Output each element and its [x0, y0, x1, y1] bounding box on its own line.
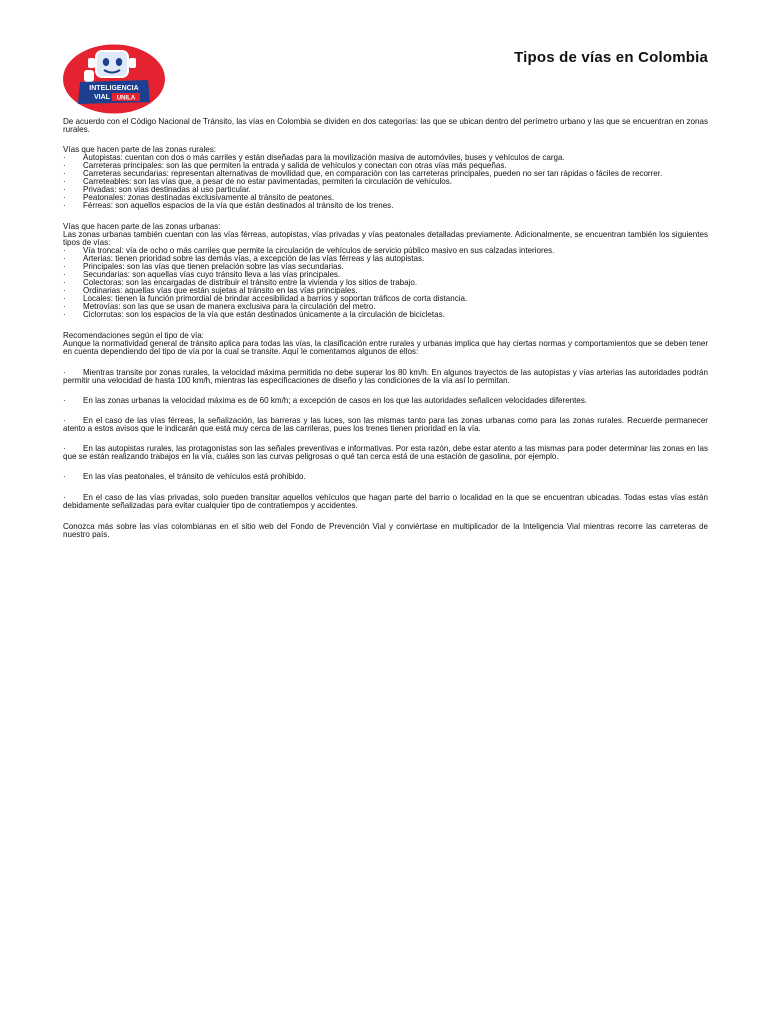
recommendation-item: · En el caso de las vías privadas, solo pueden transitar aquellos vehículos que hagan parte del barrio o localidad en la que se encuentran ubicadas. Todas estas vías están debidamente señalizadas para evitar cualquier tipo de contratiempos y accidentes. — [63, 493, 708, 510]
list-item: · Peatonales: zonas destinadas exclusivamente al tránsito de peatones. — [63, 193, 334, 202]
bullet-icon: · — [63, 294, 66, 303]
bullet-icon: · — [63, 246, 66, 255]
bullet-icon: · — [63, 416, 66, 425]
logo-line3: UNILA — [116, 95, 136, 102]
recommendation-item: · Mientras transite por zonas rurales, la velocidad máxima permitida no debe superar los 80 km/h. En algunos trayectos de las autopistas y vías arterias las autoridades podrán permitir una velocidad de hasta 100 km/h, mientras las especificaciones de diseño y las condiciones de la vía así lo permitan. — [63, 368, 708, 385]
urban-list — [63, 247, 708, 319]
list-item: · Ordinarias: aquellas vías que están sujetas al tránsito en las vías principales. — [63, 286, 358, 295]
list-item: · Metrovías: son las que se usan de manera exclusiva para la circulación del metro. — [63, 302, 376, 311]
logo-line1: INTELIGENCIA — [89, 85, 139, 92]
bullet-icon: · — [63, 493, 66, 502]
recommendation-item: · En las autopistas rurales, las protagonistas son las señales preventivas e informativas. Por esta razón, debe estar atento a las mismas para poder determinar las zonas en las que se están realizando trabajos en la vía, cuáles son las curvas peligrosas o qué tan cerca está de una estación de gasolina, por ejemplo. — [63, 444, 708, 461]
list-item: · Ciclorrutas: son los espacios de la vía que están destinados únicamente a la circulación de bicicletas. — [63, 310, 445, 319]
list-item: · Vía troncal: vía de ocho o más carriles que permite la circulación de vehículos de servicio público masivo en sus calzadas interiores. — [63, 246, 555, 255]
recommendations-intro: Aunque la normatividad general de tránsito aplica para todas las vías, la clasificación entre rurales y urbanas implica que hay ciertas normas y comportamientos que se deben tener en cuenta dependiendo del tipo de vía por la cual se transite. Aquí le comentamos algunos de ellos: — [63, 339, 708, 356]
list-item: · Carreteras secundarias: representan alternativas de movilidad que, en comparación con las carreteras principales, pueden no ser tan rápidas o fáciles de recorrer. — [63, 169, 663, 178]
recommendation-item: · En el caso de las vías férreas, la señalización, las barreras y las luces, son las mismas tanto para las zonas urbanas como para las zonas rurales. Recuerde permanecer atento a estos avisos que le indicarán que está muy cerca de las carrileras, pues los trenes tienen prioridad en la vía. — [63, 416, 708, 433]
list-item: · Secundarias: son aquellas vías cuyo tránsito lleva a las vías principales. — [63, 270, 341, 279]
recommendations-heading: Recomendaciones según el tipo de vía: — [63, 331, 204, 340]
list-item: · Principales: son las vías que tienen prelación sobre las vías secundarias. — [63, 262, 344, 271]
list-item: · Locales: tienen la función primordial de brindar accesibilidad a barrios y soportan tráficos de corta distancia. — [63, 294, 468, 303]
bullet-icon: · — [63, 201, 66, 210]
bullet-icon: · — [63, 169, 66, 178]
bullet-icon: · — [63, 444, 66, 453]
bullet-icon: · — [63, 254, 66, 263]
inteligencia-vial-logo — [62, 44, 166, 114]
intro-paragraph: De acuerdo con el Código Nacional de Tránsito, las vías en Colombia se dividen en dos categorías: las que se ubican dentro del perímetro urbano y las que se encuentran en zonas rurales. — [63, 117, 708, 134]
recommendation-item: · En las vías peatonales, el tránsito de vehículos está prohibido. — [63, 472, 306, 481]
document-body — [63, 118, 708, 539]
list-item: · Carreteras principales: son las que permiten la entrada y salida de vehículos y conectan con otras vías más pequeñas. — [63, 161, 507, 170]
list-item: · Carreteables: son las vías que, a pesar de no estar pavimentadas, permiten la circulación de vehículos. — [63, 177, 453, 186]
bullet-icon: · — [63, 310, 66, 319]
bullet-icon: · — [63, 193, 66, 202]
bullet-icon: · — [63, 270, 66, 279]
bullet-icon: · — [63, 262, 66, 271]
bullet-icon: · — [63, 368, 66, 377]
urban-heading: Vías que hacen parte de las zonas urbanas: — [63, 222, 221, 231]
list-item: · Arterias: tienen prioridad sobre las demás vías, a excepción de las vías férreas y las autopistas. — [63, 254, 425, 263]
page-title: Tipos de vías en Colombia — [514, 49, 708, 66]
bullet-icon: · — [63, 177, 66, 186]
bullet-icon: · — [63, 161, 66, 170]
rural-heading: Vías que hacen parte de las zonas rurales: — [63, 145, 216, 154]
bullet-icon: · — [63, 396, 66, 405]
bullet-icon: · — [63, 278, 66, 287]
list-item: · Autopistas: cuentan con dos o más carriles y están diseñadas para la movilización masiva de automóviles, buses y vehículos de carga. — [63, 153, 565, 162]
list-item: · Colectoras: son las encargadas de distribuir el tránsito entre la vivienda y los sitios de trabajo. — [63, 278, 418, 287]
list-item: · Férreas: son aquellos espacios de la vía que están destinados al tránsito de los trenes. — [63, 201, 394, 210]
bullet-icon: · — [63, 185, 66, 194]
list-item: · Privadas: son vías destinadas al uso particular. — [63, 185, 251, 194]
bullet-icon: · — [63, 302, 66, 311]
rural-list — [63, 154, 708, 210]
bullet-icon: · — [63, 153, 66, 162]
bullet-icon: · — [63, 472, 66, 481]
closing-paragraph: Conozca más sobre las vías colombianas en el sitio web del Fondo de Prevención Vial y conviértase en multiplicador de la Inteligencia Vial mientras recorre las carreteras de nuestro país. — [63, 522, 708, 539]
recommendation-item: · En las zonas urbanas la velocidad máxima es de 60 km/h; a excepción de casos en los que las autoridades señalicen velocidades diferentes. — [63, 396, 588, 405]
bullet-icon: · — [63, 286, 66, 295]
logo-line2: VIAL — [94, 94, 110, 101]
urban-intro: Las zonas urbanas también cuentan con las vías férreas, autopistas, vías privadas y vías peatonales detalladas previamente. Adicionalmente, se encuentran también los siguientes tipos de vías: — [63, 230, 708, 247]
